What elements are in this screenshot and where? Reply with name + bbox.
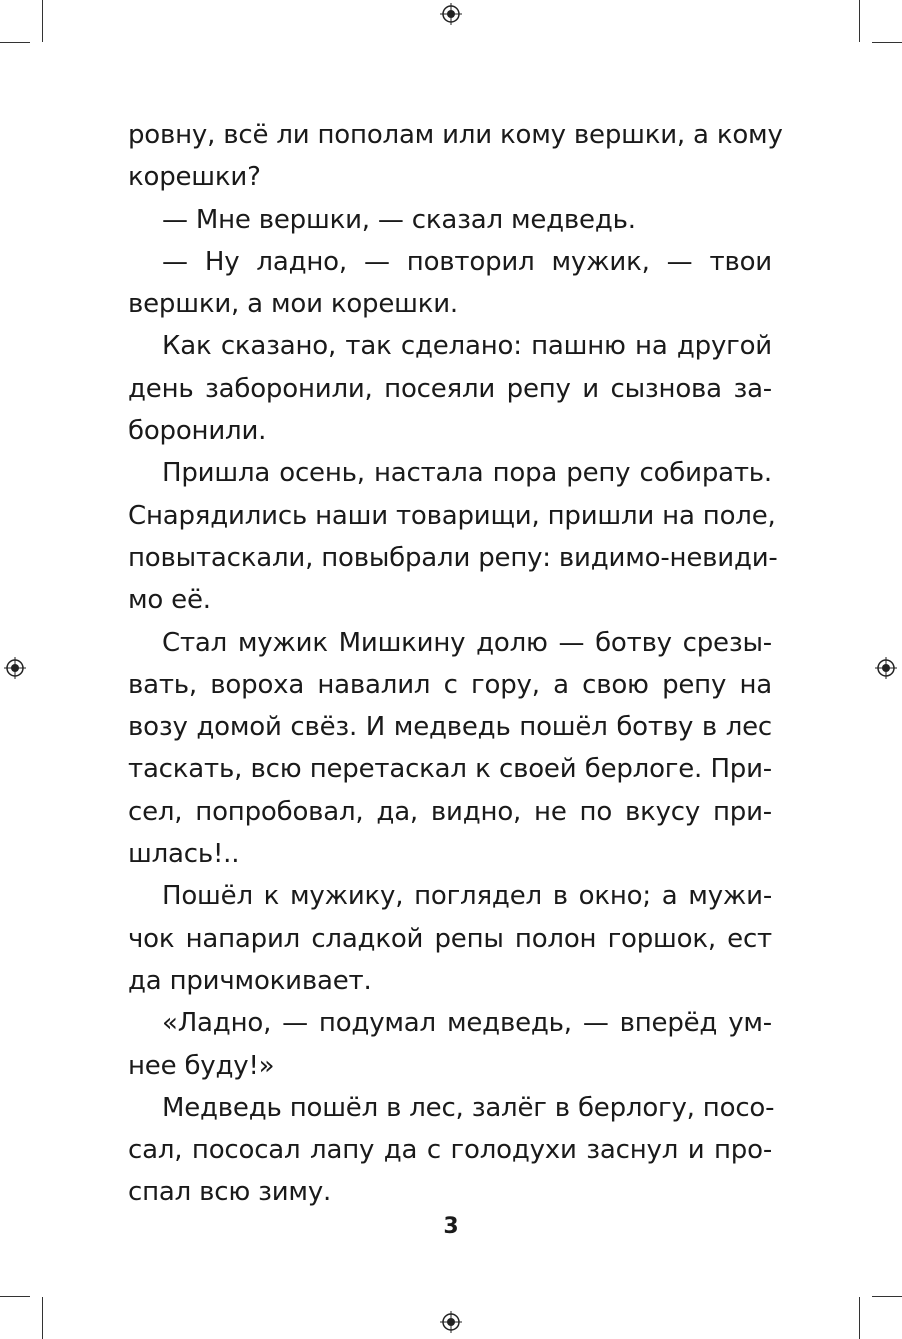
text-line: ровну, всё ли пополам или кому вершки, а кому <box>128 120 783 150</box>
text-line: сел, попробовал, да, видно, не по вкусу при- <box>128 796 772 827</box>
text-line: Стал мужик Мишкину долю — ботву срезы- <box>162 627 772 658</box>
text-line: сал, пососал лапу да с голодухи заснул и про- <box>128 1135 772 1166</box>
story-text <box>128 114 783 1214</box>
text-line: спал всю зиму. <box>128 1177 332 1208</box>
crop-mark-bottom-right-h <box>872 1296 902 1297</box>
text-line: день заборонили, посеяли репу и сызнова за- <box>128 373 772 404</box>
registration-target-icon <box>4 657 26 679</box>
text-line: вершки, а мои корешки. <box>128 289 458 320</box>
crop-mark-bottom-left <box>42 1297 43 1339</box>
text-line: вать, вороха навалил с гору, а свою репу на <box>128 669 772 700</box>
text-line: нее буду!» <box>128 1050 275 1081</box>
crop-mark-top-right <box>859 0 860 42</box>
crop-mark-bottom-left-h <box>0 1296 30 1297</box>
text-line: Пошёл к мужику, поглядел в окно; а мужи- <box>162 881 772 912</box>
text-line: — Ну ладно, — повторил мужик, — твои <box>162 246 772 277</box>
text-line: — Мне вершки, — сказал медведь. <box>162 204 636 235</box>
crop-mark-bottom-right <box>859 1297 860 1339</box>
text-line: таскать, всю перетаскал к своей берлоге. При- <box>128 754 772 785</box>
text-line: «Ладно, — подумал медведь, — вперёд ум- <box>162 1008 772 1039</box>
text-line: да причмокивает. <box>128 965 372 996</box>
registration-target-icon <box>440 3 462 25</box>
text-line: Снарядились наши товарищи, пришли на поле, <box>128 500 776 531</box>
text-line: шлась!.. <box>128 839 240 870</box>
text-line: корешки? <box>128 162 261 193</box>
text-line: чок напарил сладкой репы полон горшок, ест <box>128 923 772 954</box>
page-number: 3 <box>443 1214 459 1239</box>
crop-mark-top-left-h <box>0 42 30 43</box>
registration-target-icon <box>875 657 897 679</box>
text-line: мо её. <box>128 585 211 616</box>
text-line: Как сказано, так сделано: пашню на другой <box>162 331 772 362</box>
text-line: возу домой свёз. И медведь пошёл ботву в лес <box>128 712 772 743</box>
crop-mark-top-right-h <box>872 42 902 43</box>
text-line: повытаскали, повыбрали репу: видимо-невиди- <box>128 542 778 573</box>
registration-target-icon <box>440 1311 462 1333</box>
text-line: боронили. <box>128 416 267 447</box>
text-line: Пришла осень, настала пора репу собирать. <box>162 458 772 489</box>
crop-mark-top-left <box>42 0 43 42</box>
text-line: Медведь пошёл в лес, залёг в берлогу, посо- <box>162 1092 775 1123</box>
